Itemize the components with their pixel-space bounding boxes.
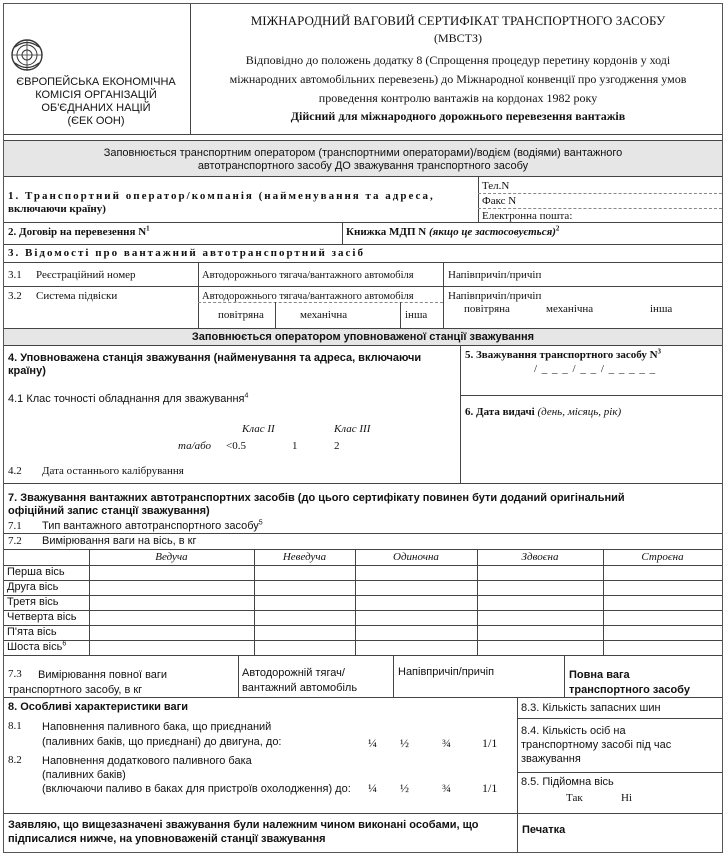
s32-tractor-mech[interactable]: механічна (300, 309, 348, 321)
s32-tractor-label: Автодорожнього тягача/вантажного автомобіля (202, 291, 414, 302)
section-a-band: Заповнюється транспортним оператором (транспортними операторами)/водієм (водіями) вантажного автотранспортного засобу ДО зважування транспортного засобу (103, 147, 623, 172)
s32-trailer-air[interactable]: повітряна (464, 303, 510, 315)
tel-field[interactable]: Тел.N (482, 180, 510, 192)
s83-spare-tyres-field[interactable]: 8.3. Кількість запасних шин (521, 702, 661, 714)
class-3-option[interactable]: 2 (334, 440, 340, 452)
email-field[interactable]: Електронна пошта: (482, 210, 573, 222)
s84-persons-field[interactable]: 8.4. Кількість осіб на транспортному засобі під час зважування (521, 725, 672, 765)
s81-num: 8.1 (8, 720, 22, 732)
col-single: Одиночна (393, 551, 439, 563)
row-axle-6: Шоста вісь$^6$ (7, 640, 67, 653)
s1-operator-label: 1. Транспортний оператор/компанія (найменування та адреса, включаючи країну) (8, 190, 435, 215)
class-2-label: Клас ІІ (242, 423, 275, 435)
s71-vehicle-type-label: Тип вантажного автотранспортного засобу$^5$ (42, 519, 263, 532)
s32-num: 3.2 (8, 290, 22, 302)
s73-trailer-field[interactable]: Напівпричіп/причіп (398, 666, 495, 678)
s41-accuracy-label: 4.1 Клас точності обладнання для зважування$^4$ (8, 392, 249, 405)
s3-vehicle-label: 3. Відомості про вантажний автотранспортний засіб (8, 247, 365, 259)
s82-full[interactable]: 1/1 (482, 781, 498, 795)
class-3-label: Клас ІІІ (334, 423, 371, 435)
row-axle-5: П'ята вісь (7, 626, 57, 638)
un-emblem-icon (10, 38, 44, 72)
s5-weighing-number-label: 5. Зважування транспортного засобу $N^3$ (465, 347, 662, 361)
s31-reg-number-label: Реєстраційний номер (36, 269, 136, 281)
s81-half[interactable]: ½ (400, 736, 409, 750)
row-axle-2: Друга вісь (7, 581, 59, 593)
row-axle-3: Третя вісь (7, 596, 59, 608)
s81-quarter[interactable]: ¼ (368, 736, 377, 750)
s4-station-label: 4. Уповноважена станція зважування (найменування та адреса, включаючи країну) (8, 352, 422, 377)
section-b-band: Заповнюється оператором уповноваженої станції зважування (191, 331, 535, 343)
s42-num: 4.2 (8, 465, 22, 477)
col-tridem: Строєна (641, 551, 684, 563)
form-title: МІЖНАРОДНИЙ ВАГОВИЙ СЕРТИФІКАТ ТРАНСПОРТНОГО ЗАСОБУ (250, 13, 666, 28)
s82-quarter[interactable]: ¼ (368, 781, 377, 795)
fax-field[interactable]: Факс N (482, 195, 517, 207)
s32-tractor-air[interactable]: повітряна (218, 309, 264, 321)
s31-trailer-field[interactable]: Напівпричіп/причіп (448, 269, 542, 281)
s85-lift-axle-label: 8.5. Підйомна вісь (521, 776, 614, 788)
s81-three-quarter[interactable]: ¾ (442, 736, 451, 750)
s5-weighing-number-field[interactable]: / _ _ _ / _ _ / _ _ _ _ _ (534, 363, 657, 375)
s31-num: 3.1 (8, 269, 22, 281)
s73-gross-weight-field[interactable]: Повна вага транспортного засобу (569, 669, 690, 696)
s81-full[interactable]: 1/1 (482, 736, 498, 750)
org-name: ЄВРОПЕЙСЬКА ЕКОНОМІЧНА КОМІСІЯ ОРГАНІЗАЦІЙ ОБ'ЄДНАНИХ НАЦІЙ (ЄЕК ООН) (16, 76, 176, 127)
s31-tractor-field[interactable]: Автодорожнього тягача/вантажного автомобіля (202, 270, 414, 281)
row-axle-1: Перша вісь (7, 566, 65, 578)
declaration-text: Заявляю, що вищезазначені зважування були належним чином виконані особами, що підписалися нижче, на уповноваженій станції зважування (8, 819, 479, 845)
col-non-driving: Неведуча (282, 551, 327, 563)
tir-carnet-label: Книжка МДП N (якщо це застосовується)$^2$ (346, 224, 560, 238)
lift-axle-no[interactable]: Ні (621, 792, 632, 804)
lt-05-option[interactable]: <0.5 (226, 440, 246, 452)
form-validity: Дійсний для міжнародного дорожнього перевезення вантажів (290, 109, 626, 123)
s32-trailer-label: Напівпричіп/причіп (448, 290, 542, 302)
s32-trailer-mech[interactable]: механічна (546, 303, 594, 315)
form-description: Відповідно до положень додатку 8 (Спрощення процедур перетину кордонів у ході міжнародних автомобільних перевезень) до Міжнародної конвенції про узгодження умов проведення контролю вантажів на кордонах 1982 року (229, 53, 687, 105)
s82-three-quarter[interactable]: ¾ (442, 781, 451, 795)
s82-extra-tank-label: Наповнення додаткового паливного бака (паливних баків) (включаючи паливо в баках для пристроїв охолодження) до: (42, 755, 351, 795)
certificate-form (3, 3, 723, 853)
s42-calibration-label: Дата останнього калібрування (42, 465, 184, 477)
lift-axle-yes[interactable]: Так (566, 792, 583, 804)
form-abbrev: (МВСТЗ) (433, 31, 482, 45)
s32-suspension-label: Система підвіски (36, 290, 118, 302)
s73-total-weight-label: Вимірювання повної ваги транспортного засобу, в кг (8, 669, 168, 696)
col-tandem: Здвоєна (521, 551, 559, 563)
s81-fuel-tank-label: Наповнення паливного бака, що приєднаний (паливних баків, що приєднані) до двигуна, до: (42, 721, 282, 748)
s73-num: 7.3 (8, 668, 22, 680)
class-2-option[interactable]: 1 (292, 440, 298, 452)
stamp-field[interactable]: Печатка (522, 824, 566, 836)
s73-tractor-field[interactable]: Автодорожній тягач/ вантажний автомобіль (242, 667, 358, 694)
and-or-label: та/або (178, 440, 212, 452)
s71-num: 7.1 (8, 520, 22, 532)
s82-num: 8.2 (8, 754, 22, 766)
s32-tractor-other[interactable]: інша (405, 309, 428, 321)
s32-trailer-other[interactable]: інша (650, 303, 673, 315)
s2-contract-label: 2. Договір на перевезення $N^1$ (8, 224, 150, 238)
row-axle-4: Четверта вісь (7, 611, 77, 623)
s8-title: 8. Особливі характеристики ваги (8, 701, 189, 713)
s72-num: 7.2 (8, 535, 22, 547)
col-driving: Ведуча (155, 551, 188, 563)
s82-half[interactable]: ½ (400, 781, 409, 795)
s6-issue-date-label: 6. Дата видачі (день, місяць, рік) (465, 406, 622, 418)
s7-title: 7. Зважування вантажних автотранспортних засобів (до цього сертифікату повинен бути доданий оригінальний офіційний запис станції зважування) (8, 492, 625, 517)
s72-axle-weight-label: Вимірювання ваги на вісь, в кг (42, 535, 197, 547)
